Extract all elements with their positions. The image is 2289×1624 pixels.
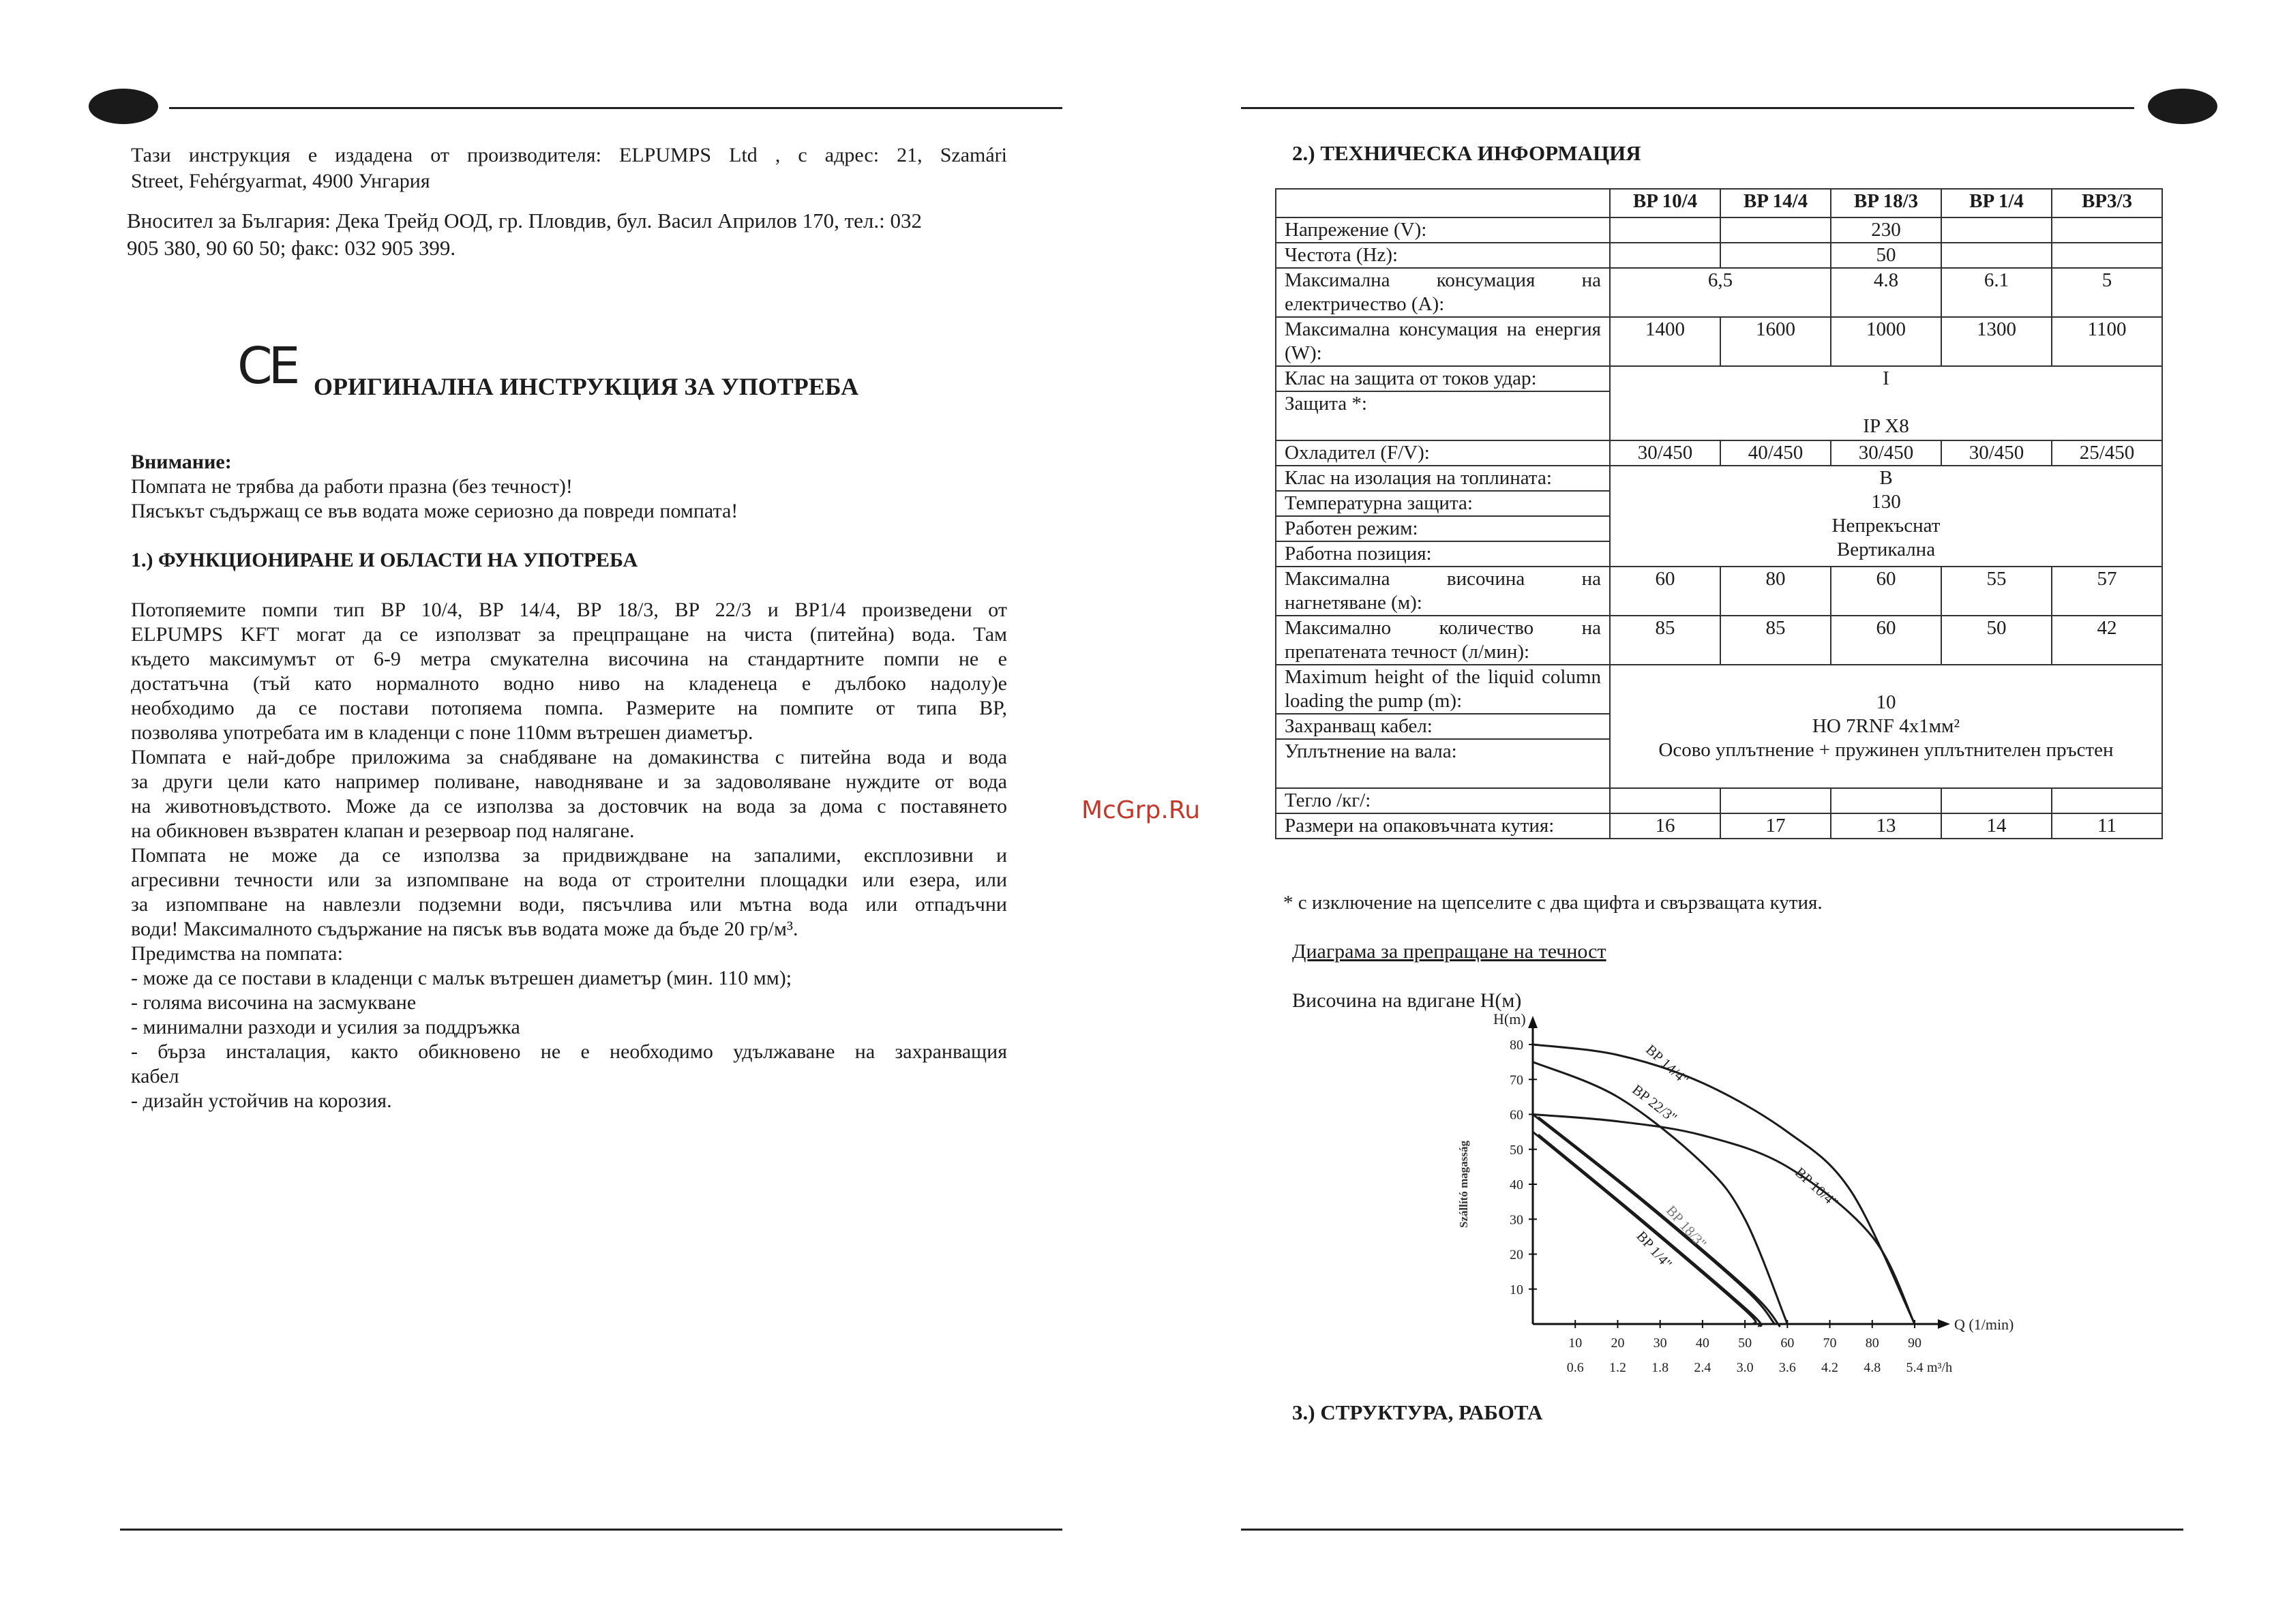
y-side-label: Szállító magasság: [1457, 1141, 1470, 1228]
y-tick-label: 40: [1510, 1177, 1523, 1192]
y-tick-label: 20: [1510, 1247, 1523, 1263]
row-label: Защита *:: [1276, 391, 1610, 440]
head-label: Височина на вдигане H(м): [1292, 989, 1522, 1012]
footer-rule-left: [120, 1529, 1062, 1531]
row-label: Максимална консумация на енергия (W):: [1276, 317, 1610, 366]
advantage-item: - дизайн устойчив на корозия.: [131, 1089, 392, 1112]
merged-cell: [1610, 466, 2162, 567]
x-tick-label: 60: [1780, 1336, 1795, 1351]
x-tick-label: 10: [1568, 1336, 1583, 1351]
row-label: Размери на опаковъчната кутия:: [1276, 813, 1610, 839]
row-label: Охладител (F/V):: [1276, 440, 1610, 466]
cell-value: 10: [1876, 691, 1896, 713]
row-label: Напрежение (V):: [1276, 217, 1610, 243]
x2-axis-label: m³/h: [1927, 1360, 1953, 1375]
cell-value: HO 7RNF 4x1мм²: [1812, 715, 1960, 737]
cell-value: 6,5: [1610, 268, 1831, 317]
header-rule-left: [169, 107, 1062, 109]
table-header-cell: BP 18/3: [1831, 189, 1941, 217]
advantage-item: - бърза инсталация, както обикновено не е необходимо удължаване на захранващия: [131, 1040, 1007, 1063]
row-label: Клас на изолация на топлината:: [1276, 466, 1610, 491]
body-line: необходимо да се постави потопяема помпа. Размерите на помпите от типа BP,: [131, 697, 1007, 719]
cell-value: Вертикална: [1836, 539, 1936, 560]
x-tick-label: 20: [1611, 1336, 1625, 1351]
table-header-cell: BP 14/4: [1720, 189, 1831, 217]
x2-tick-label: 1.8: [1651, 1360, 1669, 1375]
series-label: BP 22/3": [1629, 1081, 1681, 1126]
body-line: ELPUMPS KFT могат да се използват за прецпращане на чиста (питейна) вода. Там: [131, 623, 1007, 646]
advantage-item: - голяма височина на засмукване: [131, 991, 417, 1014]
body-line: достатъчна (тъй като нормалното водно ниво на кладенеца е дълбоко надолу)е: [131, 672, 1007, 695]
cell-value: 80: [1720, 567, 1831, 616]
body-line: за други цели като например поливане, наводняване и за задоволяване нуждите от вода: [131, 770, 1007, 793]
table-row: [1276, 317, 2162, 366]
body-line: на обикновен възвратен клапан и резервоар под налягане.: [131, 819, 635, 842]
series-label: BP 18/3": [1662, 1202, 1710, 1252]
page-marker-left: [89, 89, 158, 124]
advantages-title: Предимства на помпата:: [131, 942, 343, 965]
y-tick-label: 70: [1510, 1072, 1523, 1088]
cell-value: 6.1: [1941, 268, 2052, 317]
x2-tick-label: 3.0: [1736, 1360, 1754, 1375]
series-label: BP 1/4": [1633, 1227, 1676, 1272]
cell-value: Осово уплътнение + пружинен уплътнителен пръстен: [1658, 739, 2114, 761]
cell-value: 5: [2052, 268, 2162, 317]
cell-value: 130: [1871, 491, 1901, 513]
row-label: Уплътнение на вала:: [1276, 739, 1610, 788]
table-header-cell: BP 10/4: [1610, 189, 1720, 217]
table-row: [1276, 440, 2162, 466]
cell-value: 230: [1831, 217, 1941, 243]
diagram-title: Диаграма за препращане на течност: [1292, 940, 1606, 963]
x-tick-label: 40: [1695, 1336, 1709, 1351]
ce-mark: CE: [237, 337, 297, 395]
y-axis-arrow: [1528, 1016, 1538, 1028]
advantage-item-continued: кабел: [131, 1065, 179, 1087]
advantage-item: - минимални разходи и усилия за поддръжка: [131, 1016, 520, 1038]
cell-value: 60: [1610, 567, 1720, 616]
table-row: [1276, 366, 2162, 391]
series-label: BP 10/4": [1791, 1164, 1842, 1211]
y-tick-label: 80: [1510, 1038, 1523, 1053]
row-label: Работен режим:: [1276, 516, 1610, 541]
x-tick-label: 30: [1653, 1336, 1667, 1351]
page-marker-right: [2148, 89, 2217, 124]
series-line-double: [1538, 1117, 1780, 1327]
x-tick-label: 90: [1908, 1336, 1921, 1351]
attention-title: Внимание:: [131, 451, 232, 473]
y-tick-label: 10: [1510, 1282, 1523, 1297]
row-label: Захранващ кабел:: [1276, 714, 1610, 739]
x-tick-label: 50: [1738, 1336, 1752, 1351]
cell-value: 4.8: [1831, 268, 1941, 317]
technical-spec-table: [1275, 188, 2163, 839]
cell-value: 14: [1941, 813, 2052, 839]
watermark-text: McGrp.Ru: [1081, 796, 1201, 824]
cell-value: 11: [2052, 813, 2162, 839]
cell-value: 57: [2052, 567, 2162, 616]
table-footnote: * с изключение на щепселите с два щифта и свързващата кутия.: [1283, 892, 1823, 914]
row-label: Максимално количество на препатената течност (л/мин):: [1276, 616, 1610, 665]
cell-value: 17: [1720, 813, 1831, 839]
section1-title: 1.) ФУНКЦИОНИРАНЕ И ОБЛАСТИ НА УПОТРЕБА: [131, 549, 638, 571]
advantage-item: - може да се постави в кладенци с малък вътрешен диаметър (мин. 110 мм);: [131, 967, 792, 989]
cell-value: 1100: [2052, 317, 2162, 366]
body-line: където максимумът от 6-9 метра смукателна височина на стандартните помпи не е: [131, 648, 1007, 670]
table-header-empty: [1276, 189, 1610, 217]
table-row: [1276, 268, 2162, 317]
body-line: Потопяемите помпи тип BP 10/4, BP 14/4, BP 18/3, BP 22/3 и BP1/4 произведени от: [131, 599, 1007, 621]
cell-value: 16: [1610, 813, 1720, 839]
merged-cell: [1610, 665, 2162, 788]
cell-value: 30/450: [1831, 440, 1941, 466]
table-row: [1276, 217, 2162, 243]
attention-line-2: Пясъкът съдържащ се във водата може сериозно да повреди помпата!: [131, 500, 738, 522]
row-label: Максимална височина на нагнетяване (м):: [1276, 567, 1610, 616]
body-line: агресивни течности или за изпомпване на вода от строителни площадки или езера, или: [131, 869, 1007, 891]
table-row: [1276, 788, 2162, 813]
series-label: BP 14/4": [1643, 1041, 1692, 1088]
y-axis-label: H(m): [1493, 1010, 1526, 1027]
row-label: Температурна защита:: [1276, 491, 1610, 516]
cell-value: 50: [1831, 243, 1941, 268]
instruction-title: ОРИГИНАЛНА ИНСТРУКЦИЯ ЗА УПОТРЕБА: [314, 373, 859, 400]
row-label: Работна позиция:: [1276, 541, 1610, 567]
footer-rule-right: [1241, 1529, 2183, 1531]
body-line: за изпомпване на навлезли подземни води, пясъчлива или мътна вода или отпадъчни: [131, 893, 1007, 916]
cell-value: 1000: [1831, 317, 1941, 366]
y-tick-label: 30: [1510, 1212, 1523, 1228]
x2-tick-label: 1.2: [1609, 1360, 1626, 1375]
section3-title: 3.) СТРУКТУРА, РАБОТА: [1292, 1400, 1543, 1424]
x-axis-arrow: [1938, 1319, 1950, 1329]
attention-line-1: Помпата не трябва да работи празна (без течност)!: [131, 475, 573, 498]
cell-value: IP X8: [1863, 415, 1909, 437]
x2-tick-label: 4.8: [1864, 1360, 1881, 1375]
x2-tick-label: 5.4: [1906, 1360, 1924, 1375]
table-row: [1276, 665, 2162, 714]
importer-line-1: Вносител за България: Дека Трейд ООД, гр. Пловдив, бул. Васил Априлов 170, тел.: 032: [127, 209, 922, 232]
cell-value: Непрекъснат: [1831, 515, 1941, 537]
cell-value: 85: [1610, 616, 1720, 665]
x-tick-label: 70: [1823, 1336, 1837, 1351]
table-header-row: [1276, 189, 2162, 217]
table-header-cell: BP3/3: [2052, 189, 2162, 217]
cell-value: 60: [1831, 567, 1941, 616]
cell-value: 60: [1831, 616, 1941, 665]
row-label: Клас на защита от токов удар:: [1276, 366, 1610, 391]
y-tick-label: 60: [1510, 1107, 1523, 1123]
cell-value: 55: [1941, 567, 2052, 616]
x2-tick-label: 3.6: [1778, 1360, 1796, 1375]
x-tick-label: 80: [1865, 1336, 1879, 1351]
table-row: [1276, 567, 2162, 616]
cell-value: 50: [1941, 616, 2052, 665]
cell-value: 1600: [1720, 317, 1831, 366]
pump-curve-chart: [1432, 1009, 2014, 1391]
table-row: [1276, 466, 2162, 491]
body-line: води! Максималното съдържание на пясък във водата може да бъде 20 гр/м³.: [131, 918, 798, 940]
section2-title: 2.) ТЕХНИЧЕСКА ИНФОРМАЦИЯ: [1292, 141, 1641, 165]
cell-value: 30/450: [1610, 440, 1720, 466]
row-label: Честота (Hz):: [1276, 243, 1610, 268]
table-row: [1276, 243, 2162, 268]
table-row: [1276, 616, 2162, 665]
x-axis-label: Q (1/min): [1954, 1316, 2014, 1333]
body-line: позволява употребата им в кладенци с поне 110мм вътрешен диаметър.: [131, 721, 753, 744]
y-tick-label: 50: [1510, 1142, 1523, 1158]
chart-series-group: [1533, 1044, 1915, 1327]
x2-tick-label: 4.2: [1821, 1360, 1839, 1375]
cell-value: 25/450: [2052, 440, 2162, 466]
issuer-line-2: Street, Fehérgyarmat, 4900 Унгария: [131, 170, 430, 192]
cell-value: 40/450: [1720, 440, 1831, 466]
cell-value: 30/450: [1941, 440, 2052, 466]
body-line: на животновъдството. Може да се използва за достовчик на вода за дома с поставянето: [131, 795, 1007, 817]
x2-tick-label: 2.4: [1694, 1360, 1711, 1375]
row-label: Тегло /кг/:: [1276, 788, 1610, 813]
importer-line-2: 905 380, 90 60 50; факс: 032 905 399.: [127, 236, 456, 260]
cell-value: 1400: [1610, 317, 1720, 366]
x2-tick-label: 0.6: [1566, 1360, 1584, 1375]
cell-value: 85: [1720, 616, 1831, 665]
body-line: Помпата не може да се използва за придвиждване на запалими, експлозивни и: [131, 844, 1007, 867]
body-line: Помпата е най-добре приложима за снабдяване на домакинства с питейна вода и вода: [131, 746, 1007, 768]
cell-value: 1300: [1941, 317, 2052, 366]
row-label: Максимална консумация на електричество (A):: [1276, 268, 1610, 317]
cell-value: 42: [2052, 616, 2162, 665]
table-row: [1276, 813, 2162, 839]
merged-cell: [1610, 366, 2162, 440]
table-header-cell: BP 1/4: [1941, 189, 2052, 217]
row-label: Maximum height of the liquid column loading the pump (m):: [1276, 665, 1610, 714]
issuer-line-1: Тази инструкция е издадена от производителя: ELPUMPS Ltd , с адрес: 21, Szamári: [131, 144, 1007, 166]
header-rule-right: [1241, 107, 2134, 109]
cell-value: B: [1879, 467, 1893, 489]
cell-value: 13: [1831, 813, 1941, 839]
cell-value: I: [1883, 367, 1889, 389]
